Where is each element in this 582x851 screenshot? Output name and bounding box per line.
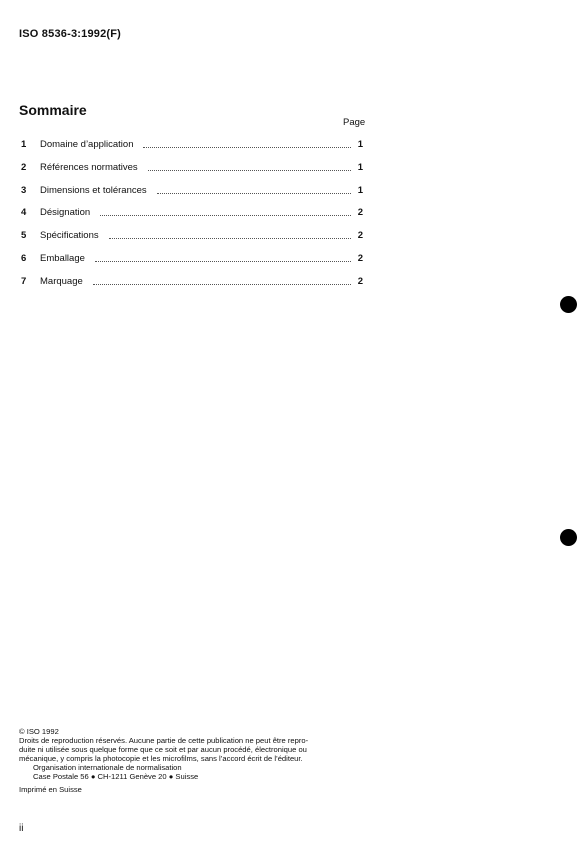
toc-entry-number: 7 [21,275,27,287]
toc-entry-label: Spécifications [40,230,99,242]
toc-entry[interactable] [21,162,363,185]
toc-entry-number: 3 [21,184,27,196]
page-number: ii [19,823,24,834]
organization-name: Organisation internationale de normalisation [33,763,182,772]
toc-entry-page: 1 [357,184,363,196]
toc-entry[interactable] [21,253,363,276]
dot-leader [143,139,350,148]
dot-leader [148,162,351,171]
page-column-label: Page [343,117,366,128]
toc-entry-label: Références normatives [40,161,138,173]
dot-leader [157,185,351,194]
document-id: ISO 8536-3:1992(F) [19,28,122,40]
toc-entry-page: 1 [357,139,363,150]
toc-entry[interactable] [21,139,363,162]
toc-entry[interactable] [21,185,363,208]
toc-entry[interactable] [21,276,363,299]
toc-entry-label: Domaine d’application [40,139,134,150]
copyright-line: © ISO 1992 [19,727,59,736]
dot-leader [93,276,351,285]
dot-leader [109,230,351,239]
toc-entry-number: 1 [21,139,27,150]
toc-entry-page: 2 [357,207,363,219]
toc-entry-label: Emballage [40,252,85,264]
toc-entry-number: 5 [21,230,27,242]
toc-entry-page: 2 [357,230,363,242]
toc-entry[interactable] [21,207,363,230]
toc-entry-page: 1 [357,161,363,173]
punch-hole [560,529,577,546]
dot-leader [95,253,351,262]
toc-entry-number: 6 [21,252,27,264]
printed-in: Imprimé en Suisse [19,785,82,794]
toc-entry-label: Désignation [40,207,91,219]
rights-text-line: mécanique, y compris la photocopie et les microfilms, sans l’accord écrit de l’éditeur. [19,754,303,763]
organization-address: Case Postale 56 ● CH-1211 Genève 20 ● Suisse [33,772,199,781]
toc-entry-label: Marquage [40,275,83,287]
toc-entry-label: Dimensions et tolérances [40,184,147,196]
toc-entry-number: 4 [21,207,27,219]
table-of-contents [21,139,363,299]
dot-leader [100,207,351,216]
toc-entry-page: 2 [357,252,363,264]
rights-text-line: duite ni utilisée sous quelque forme que ce soit et par aucun procédé, électronique ou [19,745,307,754]
rights-text-line: Droits de reproduction réservés. Aucune partie de cette publication ne peut être repro- [19,736,309,745]
toc-entry[interactable] [21,230,363,253]
toc-entry-page: 2 [357,275,363,287]
toc-entry-number: 2 [21,161,27,173]
punch-hole [560,296,577,313]
page-title: Sommaire [19,102,87,118]
copyright-block [19,727,365,794]
